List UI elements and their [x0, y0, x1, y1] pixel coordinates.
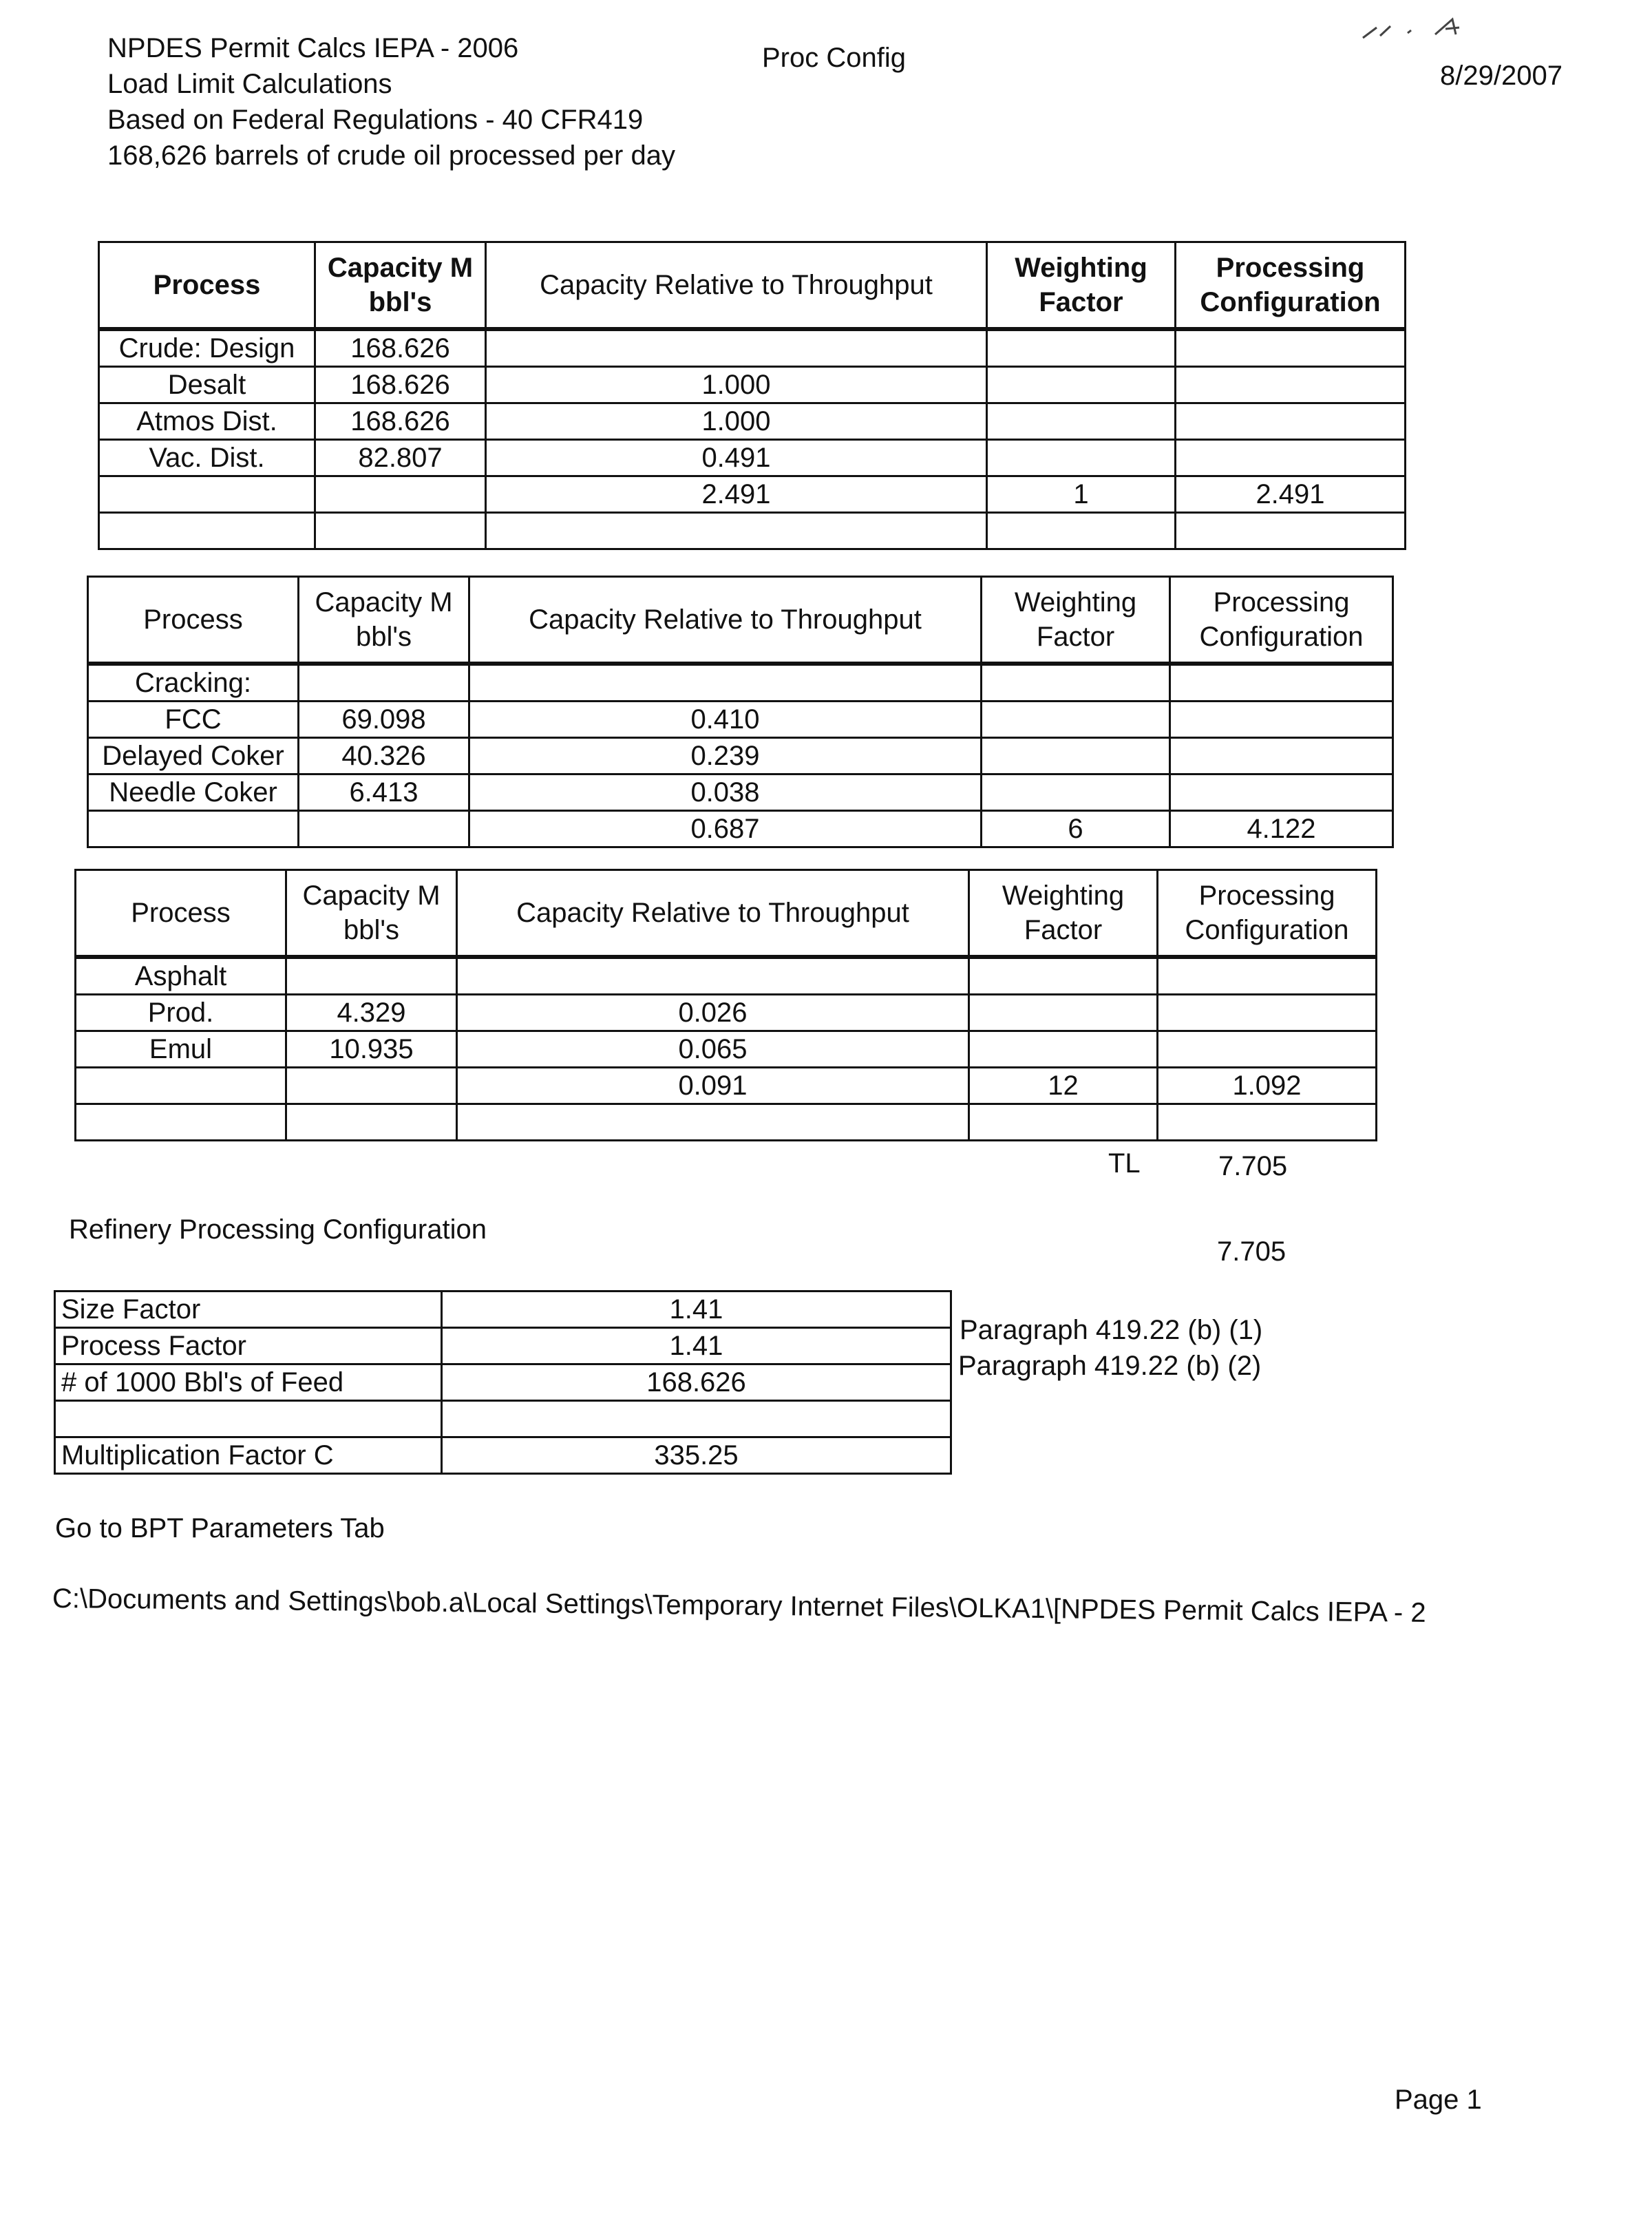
table-row: [88, 702, 1393, 738]
table-row: [99, 329, 1406, 367]
column-header: Processing Configuration: [1158, 870, 1377, 958]
column-header: Process: [76, 870, 286, 958]
config-cell: [1176, 403, 1406, 440]
column-header: Capacity Relative to Throughput: [457, 870, 969, 958]
process-cell: [99, 513, 315, 549]
config-cell: [1158, 1104, 1377, 1141]
process-cell: Needle Coker: [88, 774, 299, 811]
weighting-cell: [987, 329, 1176, 367]
column-header: Weighting Factor: [969, 870, 1158, 958]
capacity-cell: [315, 513, 486, 549]
weighting-cell: [969, 1031, 1158, 1068]
config-cell: [1176, 367, 1406, 403]
weighting-cell: 12: [969, 1068, 1158, 1104]
relative-cell: 0.091: [457, 1068, 969, 1104]
factor-label: Multiplication Factor C: [55, 1437, 442, 1474]
config-cell: [1176, 440, 1406, 476]
process-cell: Asphalt: [76, 957, 286, 995]
capacity-cell: 6.413: [299, 774, 469, 811]
table-row: [55, 1292, 951, 1328]
relative-cell: 0.239: [469, 738, 982, 774]
relative-cell: [486, 329, 987, 367]
config-cell: 4.122: [1170, 811, 1393, 847]
weighting-cell: [969, 995, 1158, 1031]
process-cell: Vac. Dist.: [99, 440, 315, 476]
factor-value: [442, 1401, 951, 1437]
capacity-cell: 40.326: [299, 738, 469, 774]
config-cell: [1158, 995, 1377, 1031]
capacity-cell: [286, 957, 457, 995]
column-header: Capacity M bbl's: [315, 242, 486, 330]
capacity-cell: [299, 664, 469, 702]
process-cell: FCC: [88, 702, 299, 738]
weighting-cell: [969, 957, 1158, 995]
factor-table: [54, 1290, 952, 1475]
weighting-cell: 1: [987, 476, 1176, 513]
factor-value: 1.41: [442, 1328, 951, 1364]
process-cell: Delayed Coker: [88, 738, 299, 774]
header-line-subtitle: Load Limit Calculations: [107, 69, 392, 99]
config-cell: [1170, 738, 1393, 774]
relative-cell: 0.687: [469, 811, 982, 847]
capacity-cell: 168.626: [315, 367, 486, 403]
column-header: Capacity M bbl's: [286, 870, 457, 958]
relative-cell: [469, 664, 982, 702]
capacity-cell: [286, 1068, 457, 1104]
process-cell: Cracking:: [88, 664, 299, 702]
factor-label: [55, 1401, 442, 1437]
total-label: TL: [1108, 1148, 1141, 1179]
config-cell: [1170, 664, 1393, 702]
table-row: [76, 1068, 1377, 1104]
factor-label: Process Factor: [55, 1328, 442, 1364]
weighting-cell: 6: [982, 811, 1170, 847]
column-header: Capacity Relative to Throughput: [469, 577, 982, 664]
process-cell: [99, 476, 315, 513]
table-row: [88, 774, 1393, 811]
process-cell: Desalt: [99, 367, 315, 403]
factor-label: Size Factor: [55, 1292, 442, 1328]
column-header: Process: [99, 242, 315, 330]
column-header: Weighting Factor: [982, 577, 1170, 664]
header-line-title: NPDES Permit Calcs IEPA - 2006: [107, 33, 519, 63]
weighting-cell: [969, 1104, 1158, 1141]
table-row: [88, 811, 1393, 847]
weighting-cell: [982, 774, 1170, 811]
weighting-cell: [982, 702, 1170, 738]
factor-value: 335.25: [442, 1437, 951, 1474]
column-header: Capacity M bbl's: [299, 577, 469, 664]
table-row: [76, 1031, 1377, 1068]
process-cell: Atmos Dist.: [99, 403, 315, 440]
process-cell: Emul: [76, 1031, 286, 1068]
config-cell: [1176, 513, 1406, 549]
weighting-cell: [987, 403, 1176, 440]
capacity-cell: 168.626: [315, 403, 486, 440]
relative-cell: 0.065: [457, 1031, 969, 1068]
table-row: [99, 513, 1406, 549]
weighting-cell: [982, 738, 1170, 774]
table-row: [88, 738, 1393, 774]
relative-cell: 1.000: [486, 403, 987, 440]
table-row: [55, 1437, 951, 1474]
page-number: Page 1: [1395, 2085, 1482, 2115]
weighting-cell: [987, 367, 1176, 403]
column-header: Process: [88, 577, 299, 664]
table-row: [76, 995, 1377, 1031]
table-row: [55, 1401, 951, 1437]
column-header: Weighting Factor: [987, 242, 1176, 330]
capacity-cell: [315, 476, 486, 513]
header-line-regulation: Based on Federal Regulations - 40 CFR419: [107, 105, 644, 135]
paragraph-reference: Paragraph 419.22 (b) (1): [960, 1315, 1263, 1345]
capacity-cell: 10.935: [286, 1031, 457, 1068]
refinery-config-label: Refinery Processing Configuration: [69, 1214, 487, 1245]
process-table-crude: [98, 241, 1406, 550]
process-cell: Prod.: [76, 995, 286, 1031]
column-header: Capacity Relative to Throughput: [486, 242, 987, 330]
config-cell: 2.491: [1176, 476, 1406, 513]
total-value: 7.705: [1218, 1151, 1288, 1181]
table-row: [99, 367, 1406, 403]
table-row: [99, 440, 1406, 476]
process-table-asphalt: [74, 869, 1377, 1141]
relative-cell: [486, 513, 987, 549]
relative-cell: [457, 957, 969, 995]
weighting-cell: [987, 440, 1176, 476]
factor-value: 1.41: [442, 1292, 951, 1328]
relative-cell: 2.491: [486, 476, 987, 513]
relative-cell: 1.000: [486, 367, 987, 403]
process-cell: [88, 811, 299, 847]
weighting-cell: [987, 513, 1176, 549]
process-cell: Crude: Design: [99, 329, 315, 367]
config-cell: [1158, 1031, 1377, 1068]
config-cell: [1170, 774, 1393, 811]
factor-label: # of 1000 Bbl's of Feed: [55, 1364, 442, 1401]
process-cell: [76, 1104, 286, 1141]
config-cell: [1170, 702, 1393, 738]
table-row: [88, 664, 1393, 702]
relative-cell: 0.026: [457, 995, 969, 1031]
config-cell: [1158, 957, 1377, 995]
table-row: [55, 1364, 951, 1401]
relative-cell: 0.038: [469, 774, 982, 811]
capacity-cell: [299, 811, 469, 847]
process-table-cracking: [87, 576, 1394, 848]
refinery-config-value: 7.705: [1217, 1236, 1286, 1267]
relative-cell: [457, 1104, 969, 1141]
document-header: [107, 30, 675, 173]
table-row: [99, 476, 1406, 513]
capacity-cell: 69.098: [299, 702, 469, 738]
capacity-cell: 168.626: [315, 329, 486, 367]
handwritten-mark: [1359, 7, 1511, 48]
table-row: [76, 957, 1377, 995]
table-row: [76, 1104, 1377, 1141]
capacity-cell: [286, 1104, 457, 1141]
factor-value: 168.626: [442, 1364, 951, 1401]
relative-cell: 0.491: [486, 440, 987, 476]
header-line-barrels: 168,626 barrels of crude oil processed per day: [107, 140, 675, 171]
capacity-cell: 82.807: [315, 440, 486, 476]
file-path: C:\Documents and Settings\bob.a\Local Settings\Temporary Internet Files\OLKA1\[NPDES Permit Calcs IEPA - 2: [52, 1583, 1426, 1628]
print-date: 8/29/2007: [1440, 61, 1563, 91]
table-row: [99, 403, 1406, 440]
sheet-name: Proc Config: [762, 43, 906, 73]
column-header: Processing Configuration: [1176, 242, 1406, 330]
relative-cell: 0.410: [469, 702, 982, 738]
capacity-cell: 4.329: [286, 995, 457, 1031]
process-cell: [76, 1068, 286, 1104]
column-header: Processing Configuration: [1170, 577, 1393, 664]
weighting-cell: [982, 664, 1170, 702]
bpt-parameters-link[interactable]: Go to BPT Parameters Tab: [55, 1513, 385, 1543]
config-cell: 1.092: [1158, 1068, 1377, 1104]
paragraph-reference: Paragraph 419.22 (b) (2): [958, 1351, 1262, 1381]
table-row: [55, 1328, 951, 1364]
config-cell: [1176, 329, 1406, 367]
